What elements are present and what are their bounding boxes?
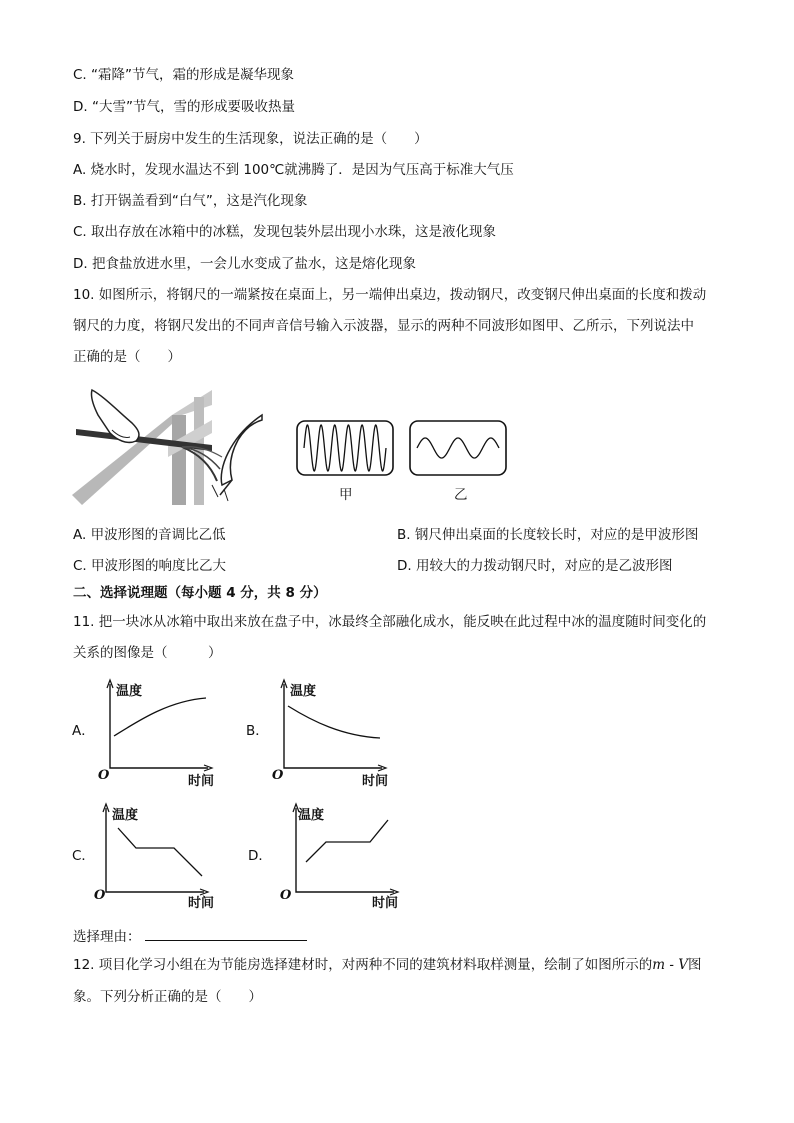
section-heading: 二、选择说理题（每小题 4 分，共 8 分） bbox=[73, 585, 327, 601]
right-hand-icon bbox=[221, 415, 262, 485]
q11-stem-line2: 关系的图像是（ ） bbox=[73, 645, 222, 661]
axis-ylabel: 温度 bbox=[112, 808, 139, 823]
graph-label-b: B． bbox=[246, 723, 269, 739]
axis-origin: O bbox=[280, 888, 292, 903]
q10-option-a: A. 甲波形图的音调比乙低 bbox=[73, 527, 226, 543]
graph-b bbox=[272, 676, 402, 788]
q10-option-d: D. 用较大的力拨动钢尺时，对应的是乙波形图 bbox=[397, 558, 673, 574]
graph-label-a: A． bbox=[72, 723, 95, 739]
q8-option-c: C. “霜降”节气，霜的形成是凝华现象 bbox=[73, 67, 294, 83]
q12-text: 12. 项目化学习小组在为节能房选择建材时，对两种不同的建筑材料取样测量，绘制了如图所示的 bbox=[73, 957, 653, 973]
q10-stem-line2: 钢尺的力度，将钢尺发出的不同声音信号输入示波器，显示的两种不同波形如图甲、乙所示，下列说法中 bbox=[73, 318, 694, 334]
q12-stem-line2: 象。下列分析正确的是（ ） bbox=[73, 989, 262, 1005]
axis-xlabel: 时间 bbox=[362, 774, 389, 789]
q9-option-b: B. 打开锅盖看到“白气”，这是汽化现象 bbox=[73, 193, 308, 209]
q11-stem-line1: 11. 把一块冰从冰箱中取出来放在盘子中，冰最终全部融化成水，能反映在此过程中冰的温度随时间变化的 bbox=[73, 614, 707, 630]
axis-ylabel: 温度 bbox=[298, 808, 325, 823]
axis-xlabel: 时间 bbox=[372, 896, 399, 911]
q9-stem: 9. 下列关于厨房中发生的生活现象，说法正确的是（ ） bbox=[73, 131, 428, 147]
reason-blank[interactable] bbox=[145, 926, 307, 941]
q12-mv-symbol: m - V bbox=[652, 957, 688, 973]
graph-c bbox=[94, 800, 224, 912]
q10-stem-line3: 正确的是（ ） bbox=[73, 349, 181, 365]
axis-origin: O bbox=[98, 768, 110, 783]
q8-option-d: D. “大雪”节气，雪的形成要吸收热量 bbox=[73, 99, 295, 115]
waveform-yi bbox=[409, 420, 507, 476]
axis-origin: O bbox=[272, 768, 284, 783]
graph-label-d: D． bbox=[248, 848, 272, 864]
q12-stem-line1 bbox=[73, 956, 701, 974]
q9-option-d: D. 把食盐放进水里，一会儿水变成了盐水，这是熔化现象 bbox=[73, 256, 416, 272]
axis-xlabel: 时间 bbox=[188, 774, 215, 789]
curve-a bbox=[114, 698, 206, 736]
axis-ylabel: 温度 bbox=[116, 684, 143, 699]
q10-option-c: C. 甲波形图的响度比乙大 bbox=[73, 558, 227, 574]
reason-line bbox=[73, 926, 307, 946]
reason-label: 选择理由： bbox=[73, 929, 141, 945]
waveform-yi-label: 乙 bbox=[454, 487, 468, 503]
ruler-illustration bbox=[72, 385, 272, 510]
axis-xlabel: 时间 bbox=[188, 896, 215, 911]
curve-b bbox=[288, 706, 380, 738]
curve-c bbox=[118, 828, 202, 876]
axis-ylabel: 温度 bbox=[290, 684, 317, 699]
q9-option-a: A. 烧水时，发现水温达不到 100℃就沸腾了．是因为气压高于标准大气压 bbox=[73, 162, 514, 178]
q10-option-b: B. 钢尺伸出桌面的长度较长时，对应的是甲波形图 bbox=[397, 527, 699, 543]
q9-option-c: C. 取出存放在冰箱中的冰糕，发现包装外层出现小水珠，这是液化现象 bbox=[73, 224, 497, 240]
waveform-jia bbox=[296, 420, 394, 476]
q10-stem-line1: 10. 如图所示，将钢尺的一端紧按在桌面上，另一端伸出桌边，拨动钢尺，改变钢尺伸出桌面的长度和拨动 bbox=[73, 287, 707, 303]
axis-origin: O bbox=[94, 888, 106, 903]
q12-text-tail: 图 bbox=[687, 957, 702, 973]
table-leg bbox=[172, 415, 186, 505]
graph-a bbox=[98, 676, 228, 788]
waveform-jia-label: 甲 bbox=[339, 487, 353, 503]
curve-d bbox=[306, 820, 388, 862]
graph-label-c: C． bbox=[72, 848, 95, 864]
graph-d bbox=[280, 800, 414, 912]
